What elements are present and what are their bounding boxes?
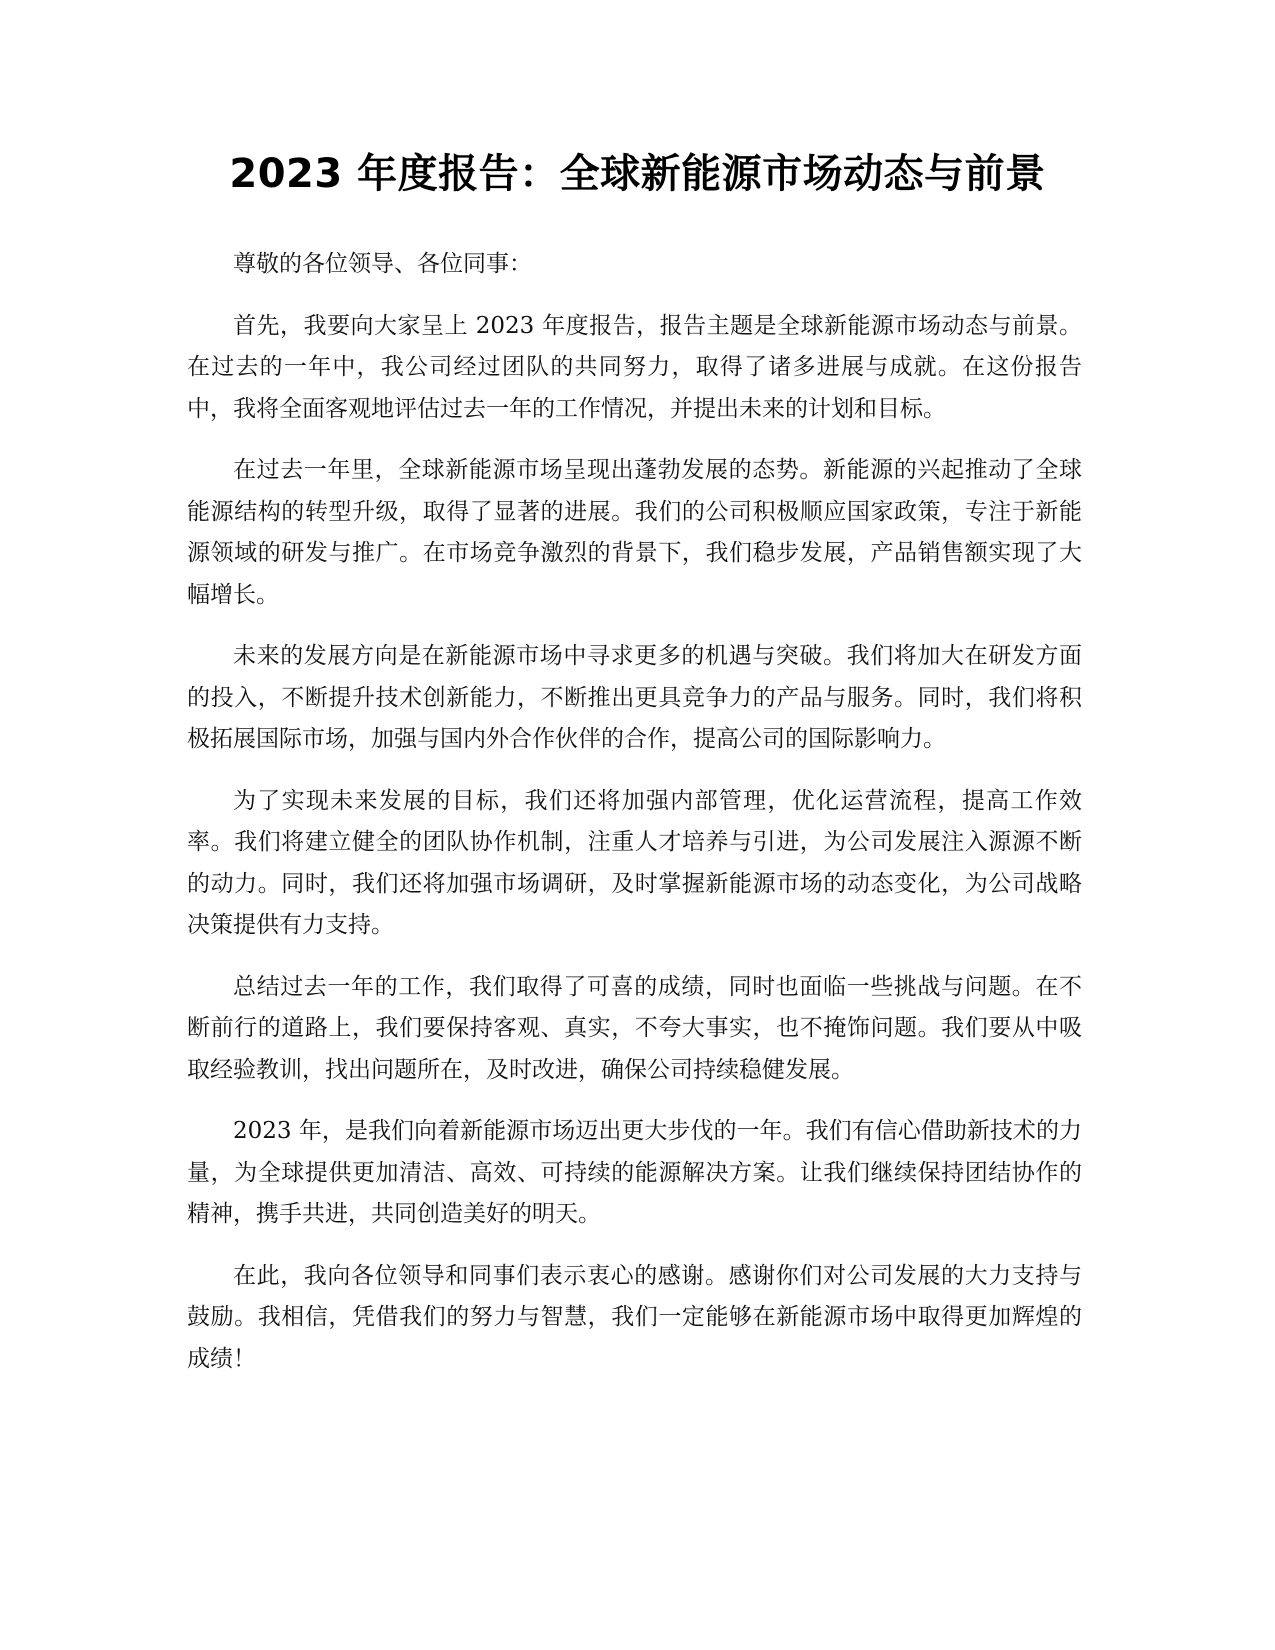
introduction-paragraph: 首先，我要向大家呈上 2023 年度报告，报告主题是全球新能源市场动态与前景。在过去的一年中，我公司经过团队的共同努力，取得了诸多进展与成就。在这份报告中，我将全面客观地评估过去一年的工作情况，并提出未来的计划和目标。 [187, 312, 1082, 422]
salutation-paragraph: 尊敬的各位领导、各位同事： [233, 251, 532, 277]
market-review-paragraph: 在过去一年里，全球新能源市场呈现出蓬勃发展的态势。新能源的兴起推动了全球能源结构的转型升级，取得了显著的进展。我们的公司积极顺应国家政策，专注于新能源领域的研发与推广。在市场竞争激烈的背景下，我们稳步发展，产品销售额实现了大幅增长。 [187, 457, 1082, 608]
future-direction-paragraph: 未来的发展方向是在新能源市场中寻求更多的机遇与突破。我们将加大在研发方面的投入，不断提升技术创新能力，不断推出更具竞争力的产品与服务。同时，我们将积极拓展国际市场，加强与国内外合作伙伴的合作，提高公司的国际影响力。 [187, 643, 1082, 752]
outlook-paragraph: 2023 年，是我们向着新能源市场迈出更大步伐的一年。我们有信心借助新技术的力量，为全球提供更加清洁、高效、可持续的能源解决方案。让我们继续保持团结协作的精神，携手共进，共同创造美好的明天。 [187, 1118, 1082, 1227]
closing-paragraph: 在此，我向各位领导和同事们表示衷心的感谢。感谢你们对公司发展的大力支持与鼓励。我相信，凭借我们的努力与智慧，我们一定能够在新能源市场中取得更加辉煌的成绩！ [187, 1262, 1082, 1372]
summary-paragraph: 总结过去一年的工作，我们取得了可喜的成绩，同时也面临一些挑战与问题。在不断前行的道路上，我们要保持客观、真实，不夸大事实，也不掩饰问题。我们要从中吸取经验教训，找出问题所在，及时改进，确保公司持续稳健发展。 [187, 973, 1082, 1083]
document-title: 2023 年度报告：全球新能源市场动态与前景 [229, 151, 1046, 197]
document-body [187, 244, 1082, 1380]
management-plan-paragraph: 为了实现未来发展的目标，我们还将加强内部管理，优化运营流程，提高工作效率。我们将建立健全的团队协作机制，注重人才培养与引进，为公司发展注入源源不断的动力。同时，我们还将加强市场调研，及时掌握新能源市场的动态变化，为公司战略决策提供有力支持。 [187, 787, 1082, 938]
